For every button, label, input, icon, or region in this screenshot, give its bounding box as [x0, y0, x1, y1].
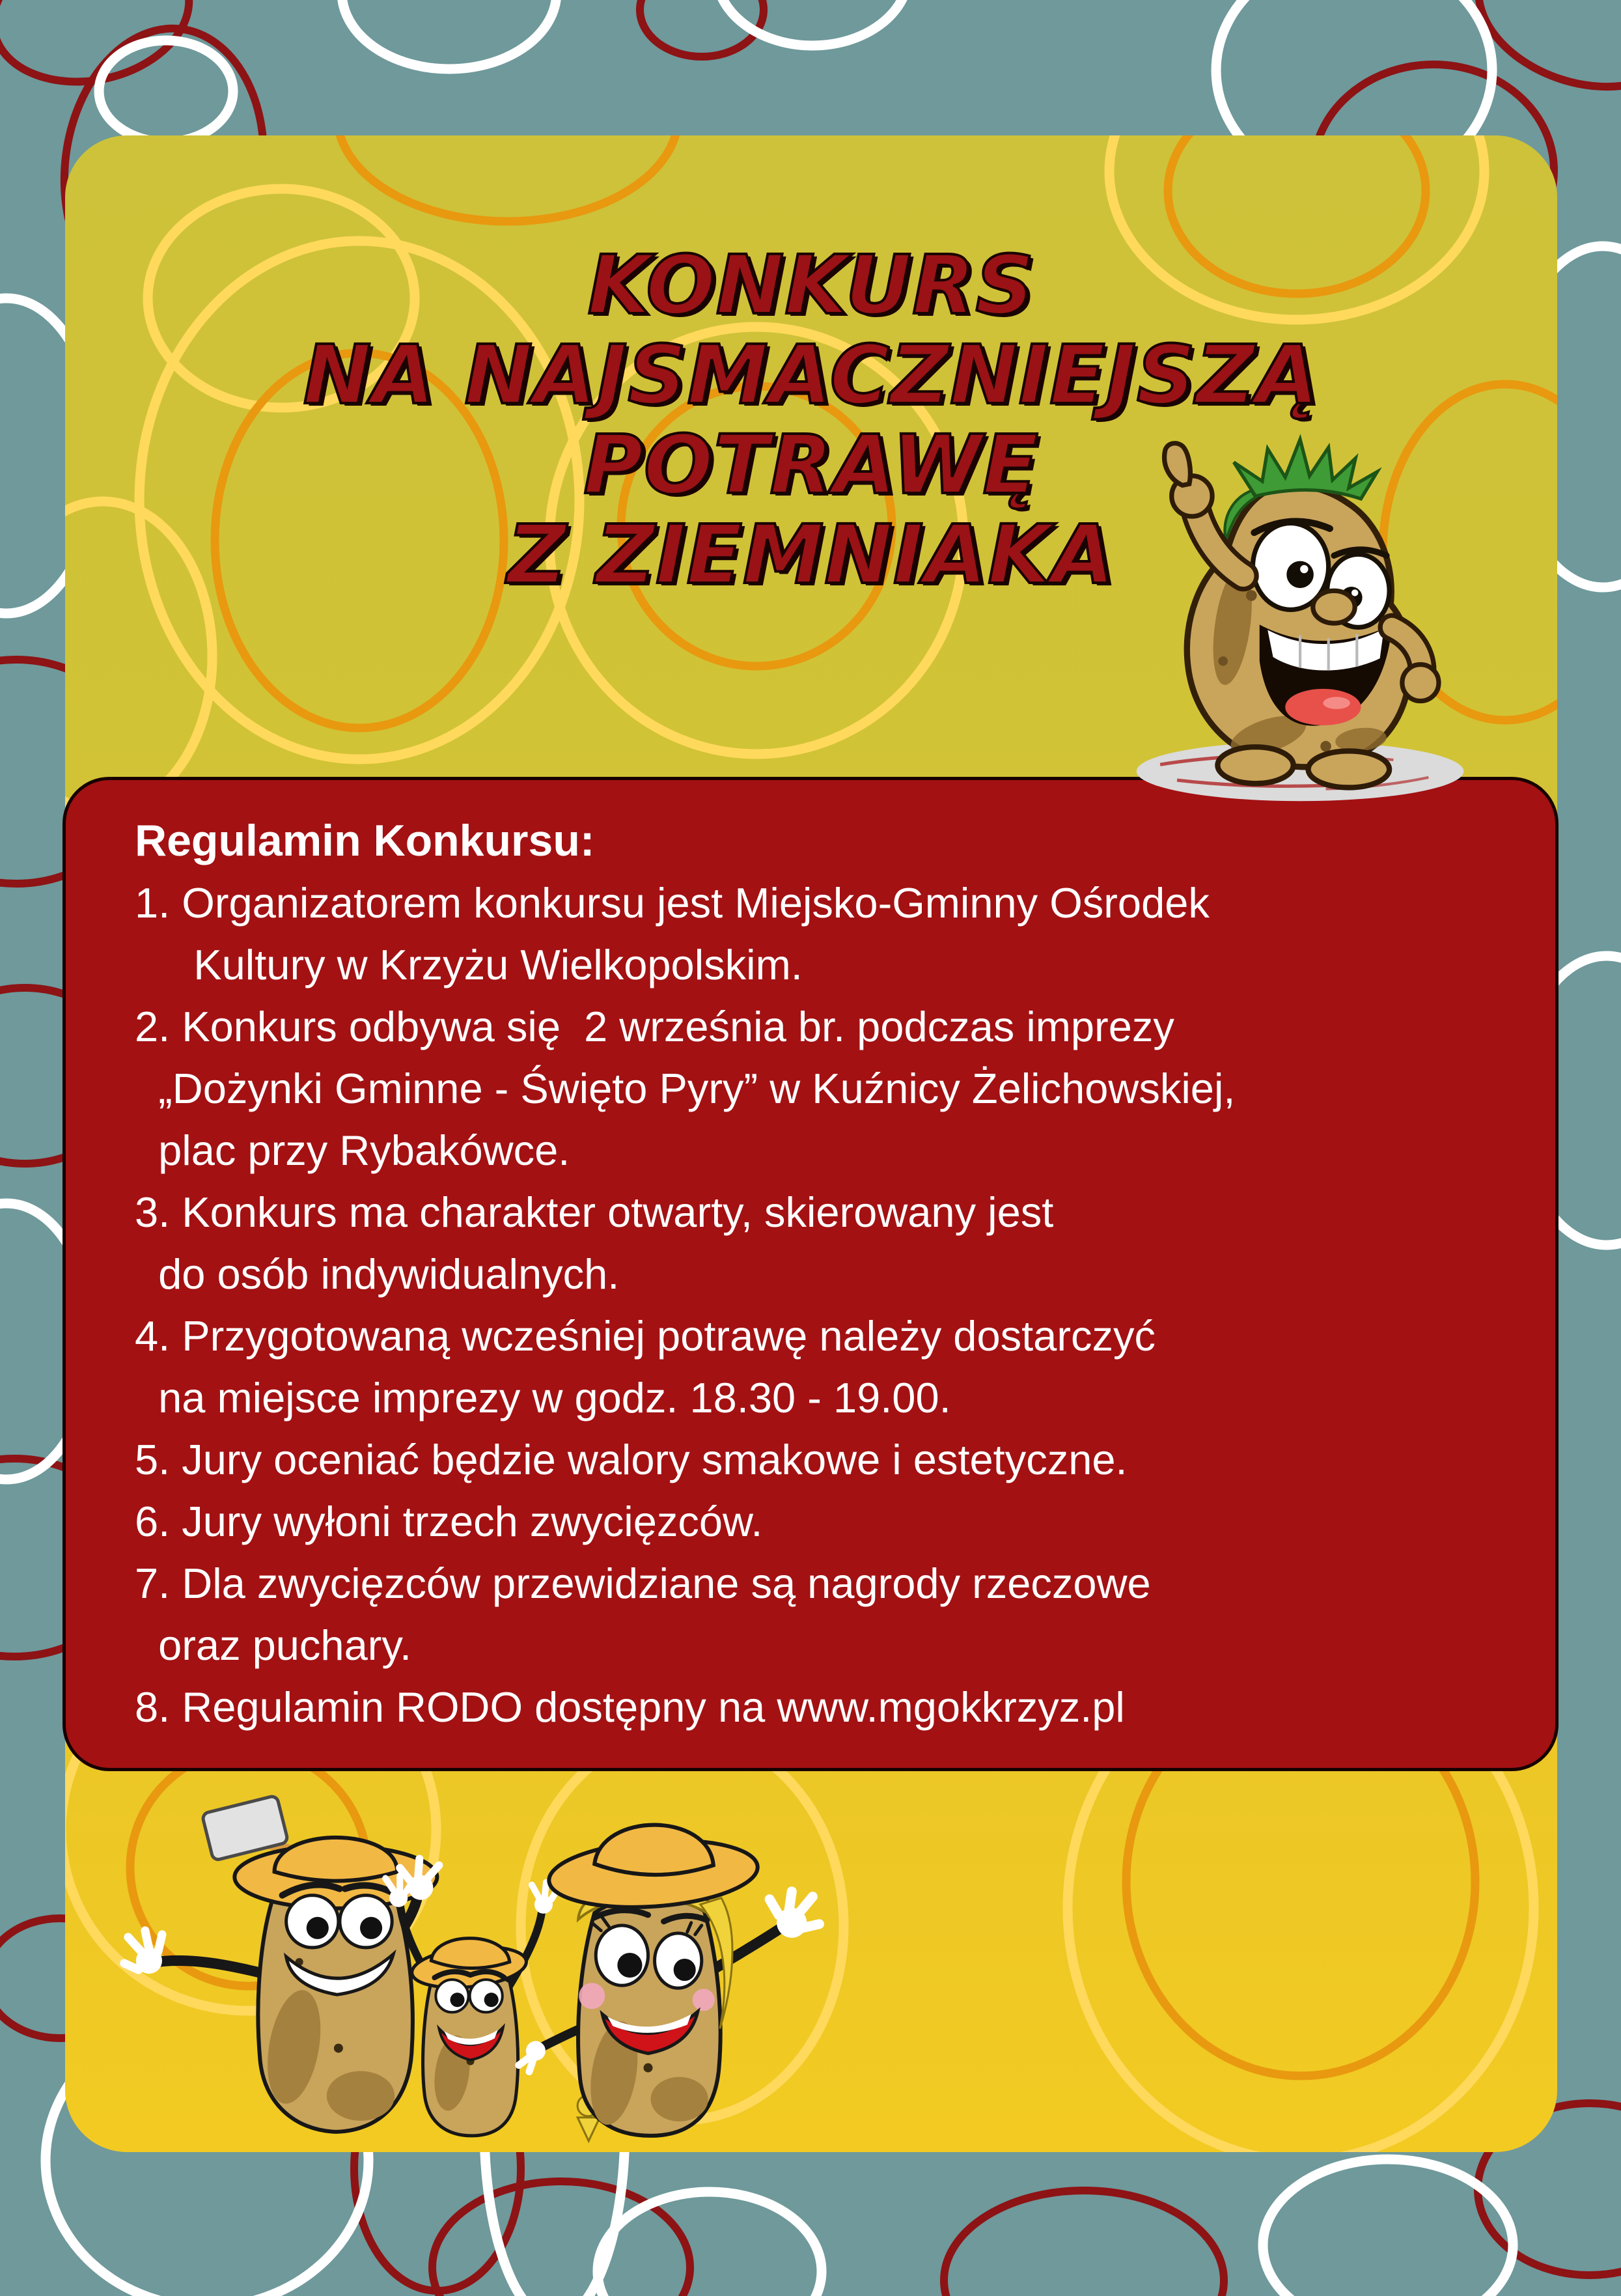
- mascot-nose: [1313, 591, 1355, 623]
- rules-line: na miejsce imprezy w godz. 18.30 - 19.00.: [135, 1374, 951, 1421]
- rules-line: 8. Regulamin RODO dostępny na www.mgokkrzyz.pl: [135, 1683, 1125, 1731]
- rules-line: oraz puchary.: [135, 1621, 412, 1669]
- mom-potato: [519, 1825, 820, 2141]
- potato-family-illustration: [78, 1766, 830, 2151]
- rules-line: do osób indywidualnych.: [135, 1250, 620, 1298]
- rules-panel: [62, 777, 1559, 1771]
- rules-line: 1. Organizatorem konkursu jest Miejsko-Gminny Ośrodek: [135, 879, 1210, 927]
- poster-title-line: POTRAWĘ: [583, 418, 1039, 512]
- rules-line: 2. Konkurs odbywa się 2 września br. podczas imprezy: [135, 1003, 1174, 1050]
- rules-line: 4. Przygotowaną wcześniej potrawę należy dostarczyć: [135, 1312, 1156, 1360]
- rules-line: „Dożynki Gminne - Święto Pyry” w Kuźnicy Żelichowskiej,: [135, 1065, 1236, 1112]
- rules-line: 7. Dla zwycięzców przewidziane są nagrody rzeczowe: [135, 1560, 1151, 1607]
- poster-title-line: KONKURS: [587, 238, 1035, 333]
- dad-potato: [124, 1795, 439, 2132]
- rules-line: Kultury w Krzyżu Wielkopolskim.: [135, 941, 803, 988]
- rules-line: 3. Konkurs ma charakter otwarty, skierowany jest: [135, 1188, 1054, 1236]
- rules-line: plac przy Rybakówce.: [135, 1127, 570, 1174]
- rules-line: 6. Jury wyłoni trzech zwycięzców.: [135, 1498, 763, 1545]
- mom-hat-icon: [547, 1825, 760, 1914]
- rules-heading: Regulamin Konkursu:: [135, 816, 595, 865]
- rules-line: 5. Jury oceniać będzie walory smakowe i estetyczne.: [135, 1436, 1128, 1483]
- potato-mascot-illustration: [1123, 422, 1475, 803]
- poster-title-line: NA NAJSMACZNIEJSZĄ: [303, 328, 1320, 423]
- poster-title-line: Z ZIEMNIAKA: [507, 508, 1115, 602]
